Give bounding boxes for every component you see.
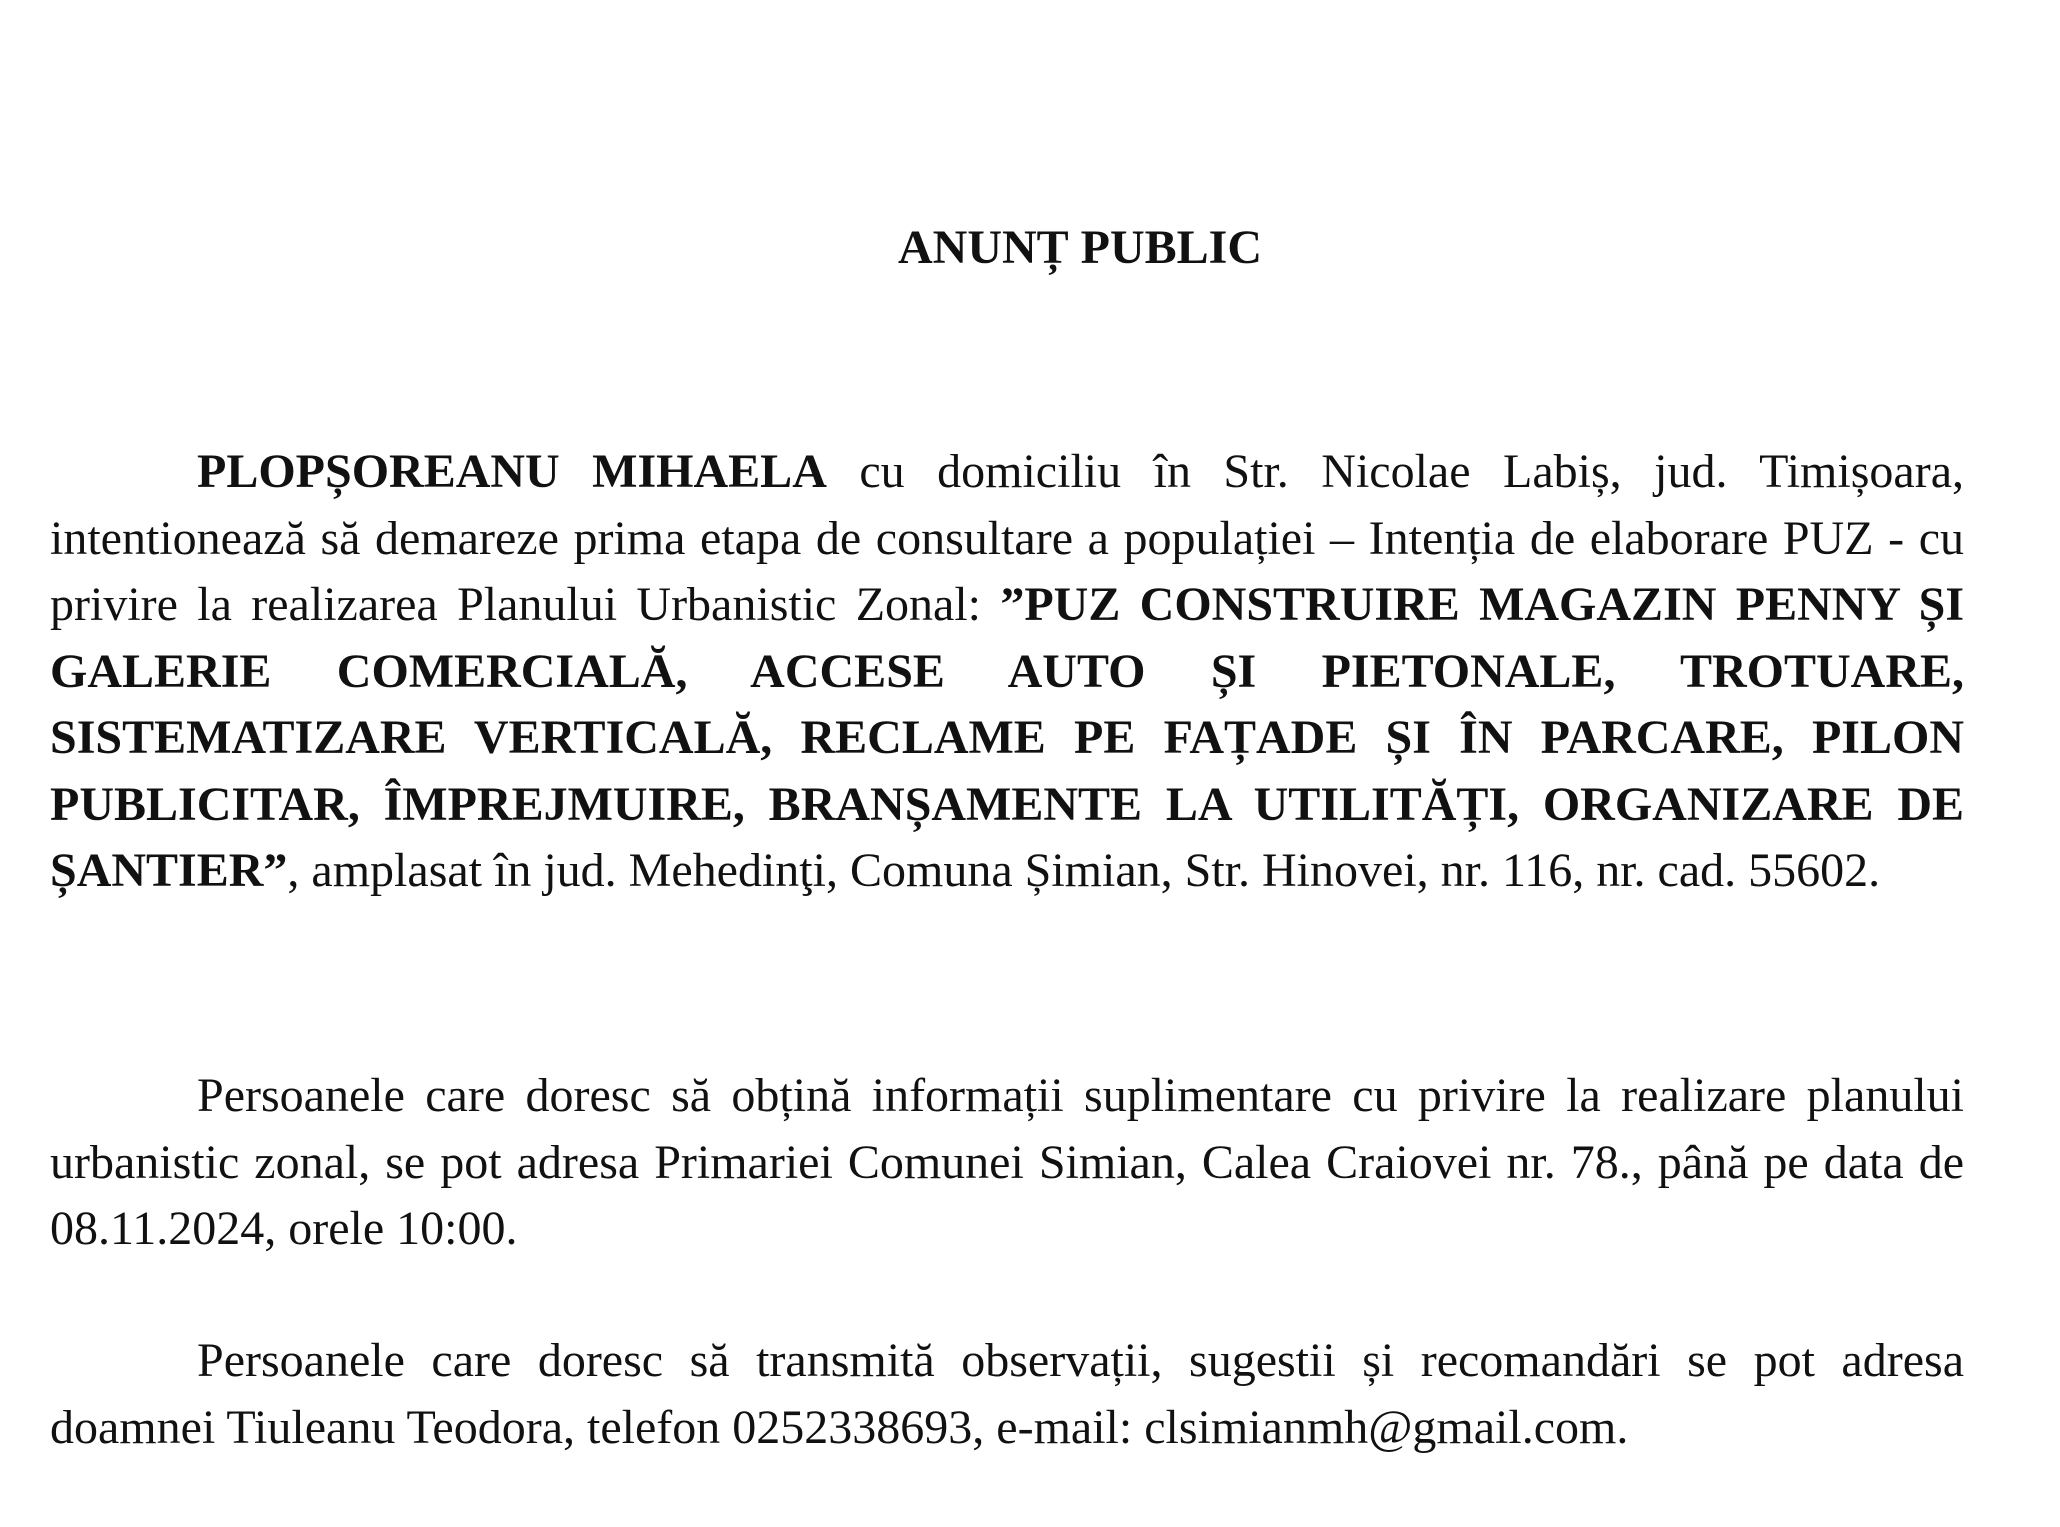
applicant-name: PLOPȘOREANU MIHAELA (197, 445, 827, 498)
announcement-paragraph (50, 439, 1964, 905)
project-name: ”PUZ CONSTRUIRE MAGAZIN PENNY ȘI GALERIE COMERCIALĂ, ACCESE AUTO ȘI PIETONALE, TROTUARE, SISTEMATIZARE VERTICALĂ, RECLAME PE FAȚADE ȘI ÎN PARCARE, PILON PUBLICITAR, ÎMPREJMUIRE, BRANȘAMENTE LA UTILITĂȚI, ORGANIZARE DE ȘANTIER” (50, 578, 1965, 897)
document-title: ANUNȚ PUBLIC (897, 221, 1263, 274)
location-text: , amplasat în jud. Mehedinţi, Comuna Șimian, Str. Hinovei, nr. 116, nr. cad. 55602. (287, 844, 1881, 897)
information-paragraph: Persoanele care doresc să obțină informații suplimentare cu privire la realizare planului urbanistic zonal, se pot adresa Primariei Comunei Simian, Calea Craiovei nr. 78., până pe data de 08.11.2024, orele 10:00. (50, 1069, 1964, 1255)
intent-text: cu domiciliu în Str. Nicolae Labiș, jud. Timișoara, intentionează să demareze prima etapa de consultare a populației – Intenția de elaborare PUZ - cu privire la realizarea Planului Urbanistic Zonal: (50, 445, 1964, 631)
contact-paragraph: Persoanele care doresc să transmită observații, sugestii și recomandări se pot adresa doamnei Tiuleanu Teodora, telefon 0252338693, e-mail: clsimianmh@gmail.com. (50, 1334, 1964, 1454)
